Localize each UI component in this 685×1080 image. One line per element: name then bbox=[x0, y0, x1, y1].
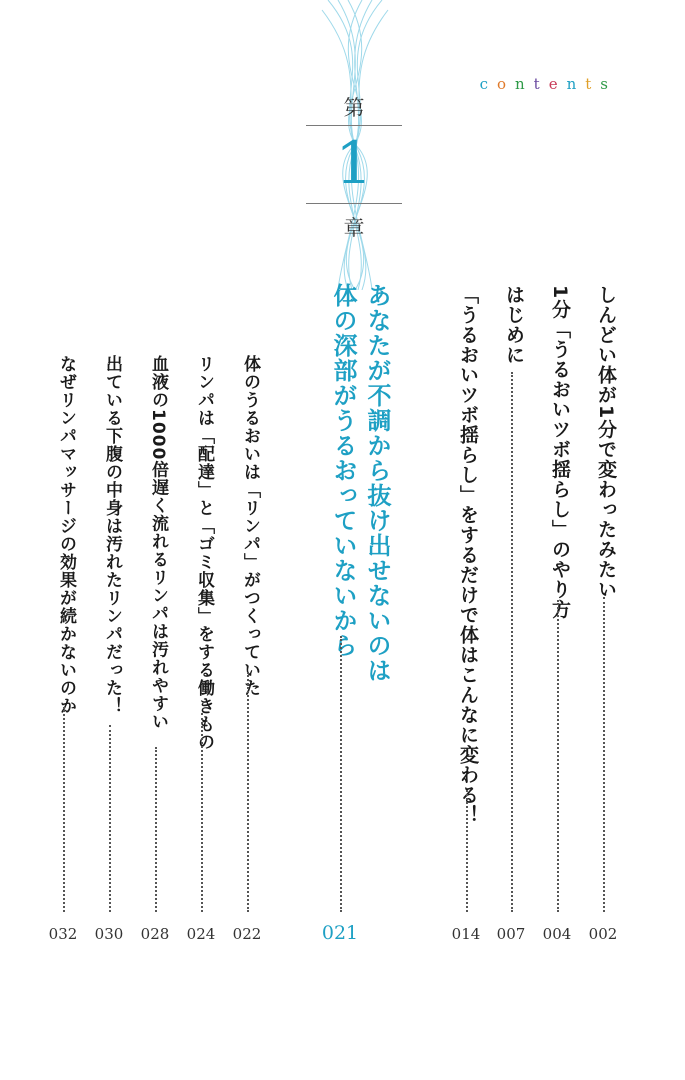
toc-entry-page: 030 bbox=[94, 925, 124, 943]
contents-letter: c bbox=[479, 75, 497, 93]
toc-entry-title[interactable]: はじめに bbox=[503, 285, 525, 365]
toc-entry-page: 028 bbox=[140, 925, 170, 943]
toc-leader-dots bbox=[247, 672, 249, 912]
contents-letter: o bbox=[496, 75, 515, 93]
toc-entry-page: 014 bbox=[451, 925, 481, 943]
contents-letter: n bbox=[515, 75, 534, 93]
toc-leader-dots bbox=[109, 725, 111, 912]
toc-entry-title[interactable]: 「うるおいツボ揺らし」をするだけで体はこんなに変わる！ bbox=[457, 285, 479, 825]
toc-entry-page: 004 bbox=[542, 925, 572, 943]
chapter-dai-label: 第 bbox=[343, 96, 365, 120]
toc-entry-title[interactable]: なぜリンパマッサージの効果が続かないのか bbox=[56, 355, 76, 715]
chapter-sho-label: 章 bbox=[343, 216, 365, 240]
toc-entry-page: 032 bbox=[48, 925, 78, 943]
contents-heading bbox=[480, 75, 617, 93]
chapter-rule-top bbox=[306, 125, 402, 126]
contents-letter: t bbox=[533, 75, 549, 93]
toc-entry-page: 007 bbox=[496, 925, 526, 943]
contents-letter: n bbox=[566, 75, 586, 93]
toc-entry-title[interactable]: 出ている下腹の中身は汚れたリンパだった！ bbox=[102, 355, 122, 715]
toc-entry-title[interactable]: 体のうるおいは「リンパ」がつくっていた bbox=[240, 355, 260, 697]
toc-entry-title[interactable]: 血液の1000倍遅く流れるリンパは汚れやすい bbox=[148, 355, 168, 731]
toc-entry-title[interactable]: リンパは「配達」と「ゴミ収集」をする働きもの bbox=[194, 355, 214, 751]
contents-letter: t bbox=[585, 75, 601, 93]
toc-leader-dots bbox=[557, 600, 559, 912]
toc-leader-dots bbox=[201, 713, 203, 912]
toc-leader-dots bbox=[63, 707, 65, 912]
chapter-title-line1[interactable]: あなたが不調から抜け出せないのは bbox=[363, 283, 391, 683]
chapter-marker bbox=[306, 92, 402, 242]
contents-letter: e bbox=[548, 75, 567, 93]
toc-leader-dots bbox=[155, 747, 157, 912]
chapter-number: 1 bbox=[335, 129, 373, 197]
toc-entry-title[interactable]: しんどい体が1分で変わったみたい bbox=[595, 285, 617, 600]
toc-entry-title[interactable]: 1分「うるおいツボ揺らし」のやり方 bbox=[549, 285, 571, 620]
toc-entry-page: 024 bbox=[186, 925, 216, 943]
chapter-rule-bottom bbox=[306, 203, 402, 204]
chapter-title-line2[interactable]: 体の深部がうるおっていないから bbox=[329, 283, 357, 658]
toc-leader-dots bbox=[603, 597, 605, 912]
contents-letter: s bbox=[600, 75, 617, 93]
toc-entry-page: 022 bbox=[232, 925, 262, 943]
chapter-page: 021 bbox=[321, 922, 359, 944]
toc-leader-dots bbox=[340, 636, 342, 912]
toc-leader-dots bbox=[511, 372, 513, 912]
toc-entry-page: 002 bbox=[588, 925, 618, 943]
toc-leader-dots bbox=[466, 790, 468, 912]
